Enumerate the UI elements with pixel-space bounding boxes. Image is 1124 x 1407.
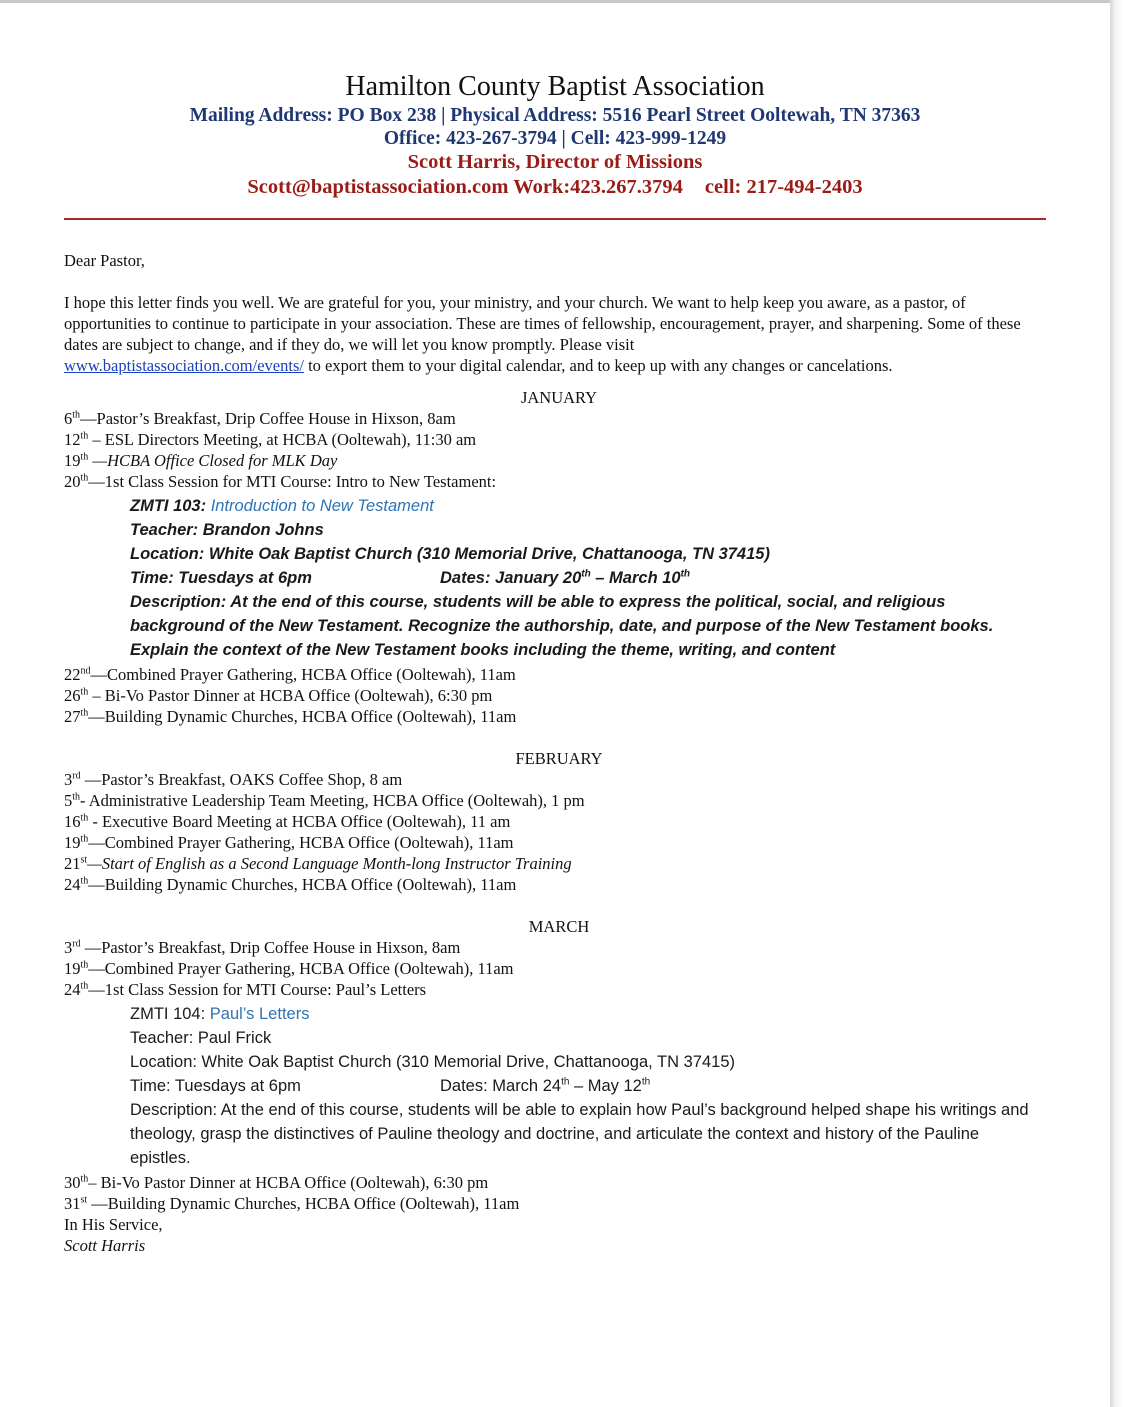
event-item: 30th– Bi-Vo Pastor Dinner at HCBA Office (Ooltewah), 6:30 pm [64, 1173, 489, 1192]
course-link[interactable]: Paul’s Letters [209, 1005, 310, 1023]
phone-line: Office: 423-267-3794 | Cell: 423-999-1249 [383, 128, 727, 149]
closing: In His Service, [64, 1215, 163, 1234]
event-item: 27th—Building Dynamic Churches, HCBA Office (Ooltewah), 11am [64, 707, 517, 726]
month-heading-january: JANUARY [520, 388, 598, 407]
page-edge [0, 0, 1112, 3]
page-shadow [1110, 0, 1124, 1407]
course-title: ZMTI 104: Paul’s Letters [130, 1005, 310, 1023]
event-item: 3rd —Pastor’s Breakfast, Drip Coffee House in Hixson, 8am [64, 938, 461, 957]
header-divider [64, 218, 1046, 220]
director-line: Scott Harris, Director of Missions [407, 151, 703, 173]
event-item: 20th—1st Class Session for MTI Course: Intro to New Testament: [64, 472, 497, 491]
event-item: 19th—Combined Prayer Gathering, HCBA Office (Ooltewah), 11am [64, 833, 514, 852]
event-item: 3rd —Pastor’s Breakfast, OAKS Coffee Shop, 8 am [64, 770, 403, 789]
signature: Scott Harris [64, 1236, 146, 1255]
event-item: 22nd—Combined Prayer Gathering, HCBA Office (Ooltewah), 11am [64, 665, 516, 684]
event-item: 31st —Building Dynamic Churches, HCBA Office (Ooltewah), 11am [64, 1194, 520, 1213]
event-item: 19th—Combined Prayer Gathering, HCBA Office (Ooltewah), 11am [64, 959, 514, 978]
work-phone: Work:423.267.3794 [513, 176, 683, 198]
course-location: Location: White Oak Baptist Church (310 Memorial Drive, Chattanooga, TN 37415) [130, 1053, 735, 1071]
event-item: 26th – Bi-Vo Pastor Dinner at HCBA Office (Ooltewah), 6:30 pm [64, 686, 493, 705]
organization-title: Hamilton County Baptist Association [345, 71, 765, 102]
course-title: ZMTI 103: Introduction to New Testament [130, 497, 434, 515]
address-line: Mailing Address: PO Box 238 | Physical Address: 5516 Pearl Street Ooltewah, TN 37363 [189, 105, 921, 126]
intro-paragraph [64, 292, 1054, 376]
letter-body [64, 250, 1054, 1256]
month-heading-march: MARCH [528, 917, 590, 936]
intro-tail: to export them to your digital calendar, and to keep up with any changes or cancelations. [303, 356, 893, 375]
cell-phone: cell: 217-494-2403 [704, 176, 863, 198]
course-description: Description: At the end of this course, students will be able to express the political, social, and religious background of the New Testament. Recognize the authorship, date, and purpose of the New Testament books. Explain the context of the New Testament books including the theme, writing, and content [130, 593, 994, 659]
course-link[interactable]: Introduction to New Testament [210, 497, 434, 515]
contact-line [0, 175, 1110, 200]
event-item: 6th—Pastor’s Breakfast, Drip Coffee House in Hixson, 8am [64, 409, 456, 428]
event-item: 24th—Building Dynamic Churches, HCBA Office (Ooltewah), 11am [64, 875, 517, 894]
salutation: Dear Pastor, [64, 251, 145, 270]
event-item: 5th- Administrative Leadership Team Meeting, HCBA Office (Ooltewah), 1 pm [64, 791, 585, 810]
course-teacher: Teacher: Brandon Johns [130, 521, 324, 539]
email: Scott@baptistassociation.com [247, 176, 509, 198]
course-teacher: Teacher: Paul Frick [130, 1029, 272, 1047]
event-item: 19th —HCBA Office Closed for MLK Day [64, 451, 338, 470]
course-description: Description: At the end of this course, students will be able to explain how Paul’s background helped shape his writings and theology, grasp the distinctives of Pauline theology and doctrine, and articulate the context and history of the Pauline epistles. [130, 1101, 1029, 1167]
event-item: 16th - Executive Board Meeting at HCBA Office (Ooltewah), 11 am [64, 812, 511, 831]
course-location: Location: White Oak Baptist Church (310 Memorial Drive, Chattanooga, TN 37415) [130, 545, 770, 563]
course-schedule: Time: Tuesdays at 6pm Dates: January 20th – March 10th [130, 568, 691, 587]
course-details-zmti-104 [130, 1002, 1030, 1170]
letterhead [0, 70, 1110, 200]
event-item: 21st—Start of English as a Second Language Month-long Instructor Training [64, 854, 572, 873]
course-details-zmti-103 [130, 494, 1030, 662]
events-link[interactable]: www.baptistassociation.com/events/ [64, 356, 304, 375]
event-item: 24th—1st Class Session for MTI Course: Paul’s Letters [64, 980, 427, 999]
month-heading-february: FEBRUARY [515, 749, 603, 768]
event-item: 12th – ESL Directors Meeting, at HCBA (Ooltewah), 11:30 am [64, 430, 477, 449]
intro-text: I hope this letter finds you well. We are grateful for you, your ministry, and your church. We want to help keep you aware, as a pastor, of opportunities to continue to participate in your association. These are times of fellowship, encouragement, prayer, and sharpening. Some of these dates are subject to change, and if they do, we will let you know promptly. Please visit [64, 293, 1021, 354]
course-schedule: Time: Tuesdays at 6pm Dates: March 24th – May 12th [130, 1076, 651, 1095]
